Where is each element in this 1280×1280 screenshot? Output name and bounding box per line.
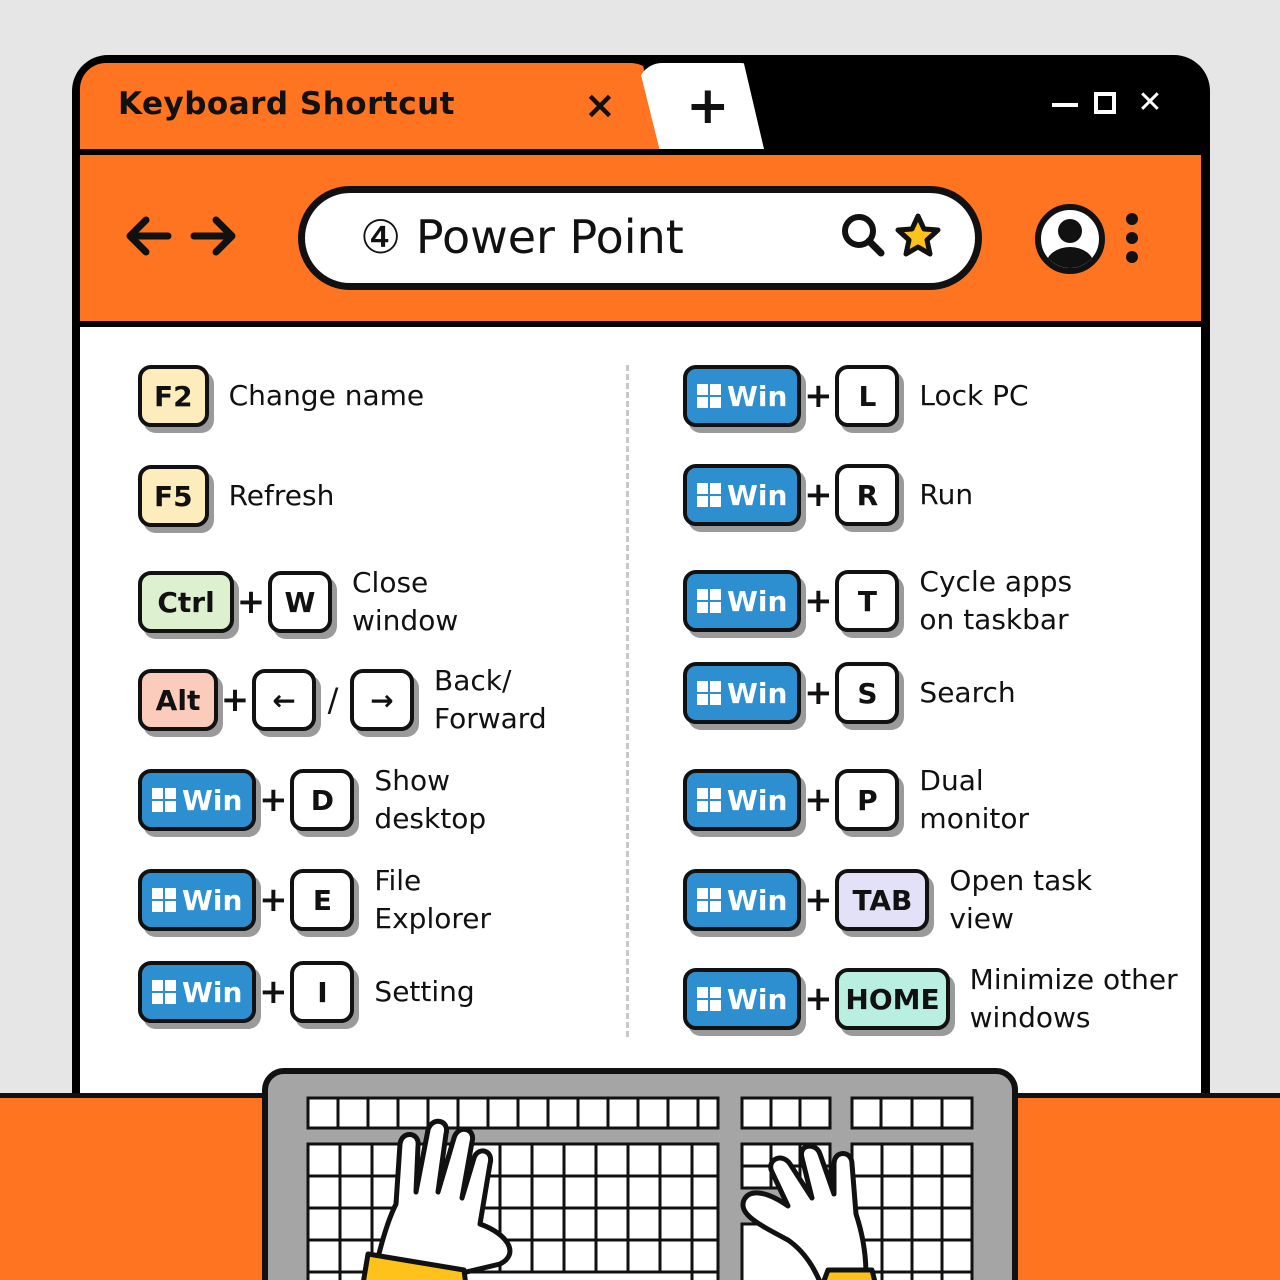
key-win: Win: [683, 365, 801, 427]
shortcut-label: Open task: [949, 864, 1093, 897]
shortcut-row: [683, 365, 1029, 427]
key-s: S: [835, 662, 899, 724]
shortcut-label: desktop: [374, 802, 487, 835]
back-arrow-icon[interactable]: [124, 212, 172, 260]
windows-logo-icon: [152, 888, 176, 912]
key-d: D: [290, 769, 354, 831]
shortcut-row: [138, 564, 458, 640]
key-win: Win: [683, 869, 801, 931]
shortcut-label: Run: [919, 478, 974, 511]
key-win: Win: [683, 570, 801, 632]
shortcut-row: [683, 563, 1072, 639]
shortcut-label: Minimize other: [969, 963, 1178, 996]
key-ctrl: Ctrl: [138, 571, 234, 633]
shortcut-label: Forward: [434, 702, 547, 735]
shortcut-label: Setting: [374, 975, 475, 1008]
plus-sign: +: [259, 972, 288, 1012]
key-w: W: [268, 571, 332, 633]
shortcut-label: Close: [352, 566, 429, 599]
shortcut-label: File: [374, 864, 422, 897]
tab-close-button[interactable]: ×: [584, 83, 616, 127]
key-alt: Alt: [138, 669, 218, 731]
key-win: Win: [683, 968, 801, 1030]
shortcut-label: view: [949, 902, 1014, 935]
shortcut-label: Refresh: [228, 479, 335, 512]
windows-logo-icon: [697, 987, 721, 1011]
shortcut-label: Explorer: [374, 902, 492, 935]
minimize-icon[interactable]: [1052, 103, 1078, 107]
windows-logo-icon: [152, 788, 176, 812]
shortcut-row: [683, 662, 1016, 724]
shortcut-row: [138, 365, 424, 427]
shortcut-label: monitor: [919, 802, 1029, 835]
shortcut-row: [683, 464, 973, 526]
new-tab-button[interactable]: +: [686, 76, 730, 136]
key-f2: F2: [138, 365, 209, 427]
shortcut-row: [683, 762, 1029, 838]
navigation-buttons: [124, 212, 238, 260]
shortcut-row: [138, 762, 486, 838]
plus-sign: +: [804, 880, 833, 920]
column-divider: [626, 365, 629, 1037]
maximize-icon[interactable]: [1094, 92, 1116, 114]
key-l: L: [835, 365, 899, 427]
shortcut-label: on taskbar: [919, 603, 1069, 636]
key-win: Win: [138, 769, 256, 831]
tab-title: Keyboard Shortcut: [118, 86, 455, 122]
windows-logo-icon: [152, 980, 176, 1004]
shortcut-row: [683, 862, 1092, 938]
plus-sign: +: [259, 880, 288, 920]
key-win: Win: [683, 464, 801, 526]
shortcut-label: Lock PC: [919, 379, 1029, 412]
star-icon[interactable]: [894, 212, 942, 258]
key-p: P: [835, 769, 899, 831]
keyboard-illustration: [262, 1068, 1018, 1280]
plus-sign: +: [804, 475, 833, 515]
windows-logo-icon: [697, 483, 721, 507]
forward-arrow-icon[interactable]: [190, 212, 238, 260]
key-right-arrow: →: [350, 669, 414, 731]
slash-separator: /: [327, 681, 339, 719]
shortcut-row: [683, 961, 1178, 1037]
shortcut-label: Cycle apps: [919, 565, 1073, 598]
key-win: Win: [683, 769, 801, 831]
more-menu-icon[interactable]: [1124, 212, 1140, 264]
plus-sign: +: [804, 979, 833, 1019]
plus-sign: +: [220, 680, 250, 720]
key-win: Win: [138, 961, 256, 1023]
window-controls: [1052, 85, 1164, 120]
keyboard-keys-illustration: [268, 1074, 1012, 1280]
shortcut-label: Show: [374, 764, 450, 797]
close-icon[interactable]: ✕: [1137, 85, 1163, 120]
key-t: T: [835, 570, 899, 632]
key-r: R: [835, 464, 899, 526]
key-e: E: [290, 869, 354, 931]
windows-logo-icon: [697, 788, 721, 812]
shortcut-row: [138, 662, 547, 738]
plus-sign: +: [259, 780, 288, 820]
key-home: HOME: [835, 968, 949, 1030]
key-tab: TAB: [835, 869, 929, 931]
shortcut-label: windows: [969, 1001, 1091, 1034]
plus-sign: +: [804, 673, 833, 713]
key-win: Win: [138, 869, 256, 931]
plus-sign: +: [804, 376, 833, 416]
key-f5: F5: [138, 465, 209, 527]
plus-sign: +: [236, 582, 266, 622]
windows-logo-icon: [697, 888, 721, 912]
plus-sign: +: [804, 780, 833, 820]
address-icons: [840, 212, 942, 258]
profile-avatar-icon[interactable]: [1034, 203, 1106, 275]
shortcut-label: Change name: [228, 379, 425, 412]
windows-logo-icon: [697, 681, 721, 705]
shortcut-label: Back/: [434, 664, 512, 697]
windows-logo-icon: [697, 384, 721, 408]
search-icon[interactable]: [840, 212, 886, 258]
shortcut-label: window: [352, 604, 459, 637]
key-left-arrow: ←: [252, 669, 316, 731]
shortcut-label: Dual: [919, 764, 984, 797]
windows-logo-icon: [697, 589, 721, 613]
shortcut-row: [138, 961, 475, 1023]
plus-sign: +: [804, 581, 833, 621]
shortcut-row: [138, 465, 334, 527]
shortcut-label: Search: [919, 676, 1016, 709]
address-text: ④ Power Point: [360, 210, 684, 264]
key-i: I: [290, 961, 354, 1023]
key-win: Win: [683, 662, 801, 724]
shortcut-row: [138, 862, 491, 938]
